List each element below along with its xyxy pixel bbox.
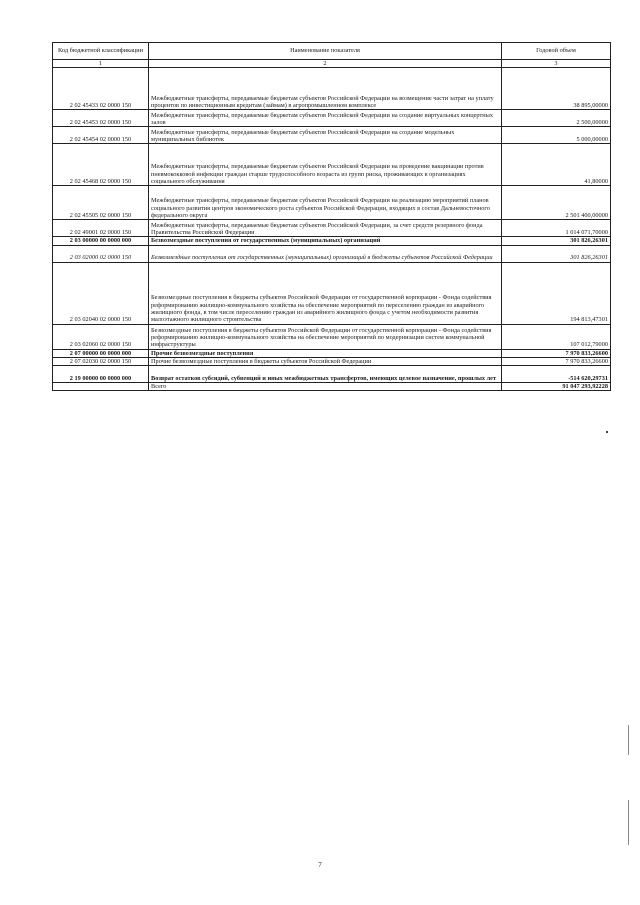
table-row [53, 144, 611, 186]
row-code: 2 03 00000 00 0000 000 [53, 237, 149, 245]
header-number-2: 2 [149, 60, 502, 68]
scan-edge-mark [628, 800, 629, 845]
row-name: Межбюджетные трансферты, передаваемые бюджетам субъектов Российской Федерации на возмещение части затрат на уплату процентов по инвестиционным кредитам (займам) в агропромышленном комплексе [149, 68, 502, 110]
row-name: Межбюджетные трансферты, передаваемые бюджетам субъектов Российской Федерации на проведение вакцинации против пневмококковой инфекции граждан старше трудоспособного возраста из групп риска, проживающих в организациях социального обслуживания [149, 144, 502, 186]
header-name: Наименование показателя [149, 43, 502, 60]
row-code: 2 02 45468 02 0000 150 [53, 144, 149, 186]
scan-edge-mark [628, 725, 629, 755]
table-row [53, 366, 611, 383]
row-name: Безвозмездные поступления от государственных (муниципальных) организаций [149, 237, 502, 245]
row-name: Прочие безвозмездные поступления в бюджеты субъектов Российской Федерации [149, 357, 502, 365]
row-code: 2 07 02030 02 0000 150 [53, 357, 149, 365]
row-code: 2 02 45505 02 0000 150 [53, 186, 149, 220]
row-volume: 2 500,00000 [502, 110, 611, 127]
table-row [53, 357, 611, 365]
row-volume: 41,80000 [502, 144, 611, 186]
header-volume: Годовой объем [502, 43, 611, 60]
row-code [53, 383, 149, 391]
row-code: 2 03 02040 02 0000 150 [53, 262, 149, 324]
table-header-row [53, 43, 611, 60]
row-volume: 107 012,79000 [502, 324, 611, 349]
table-body [53, 68, 611, 391]
table-row [53, 186, 611, 220]
table-row [53, 383, 611, 391]
budget-revenue-table [52, 42, 611, 391]
scan-mark [606, 431, 608, 433]
table-row [53, 349, 611, 357]
row-volume: 194 813,47301 [502, 262, 611, 324]
header-code: Код бюджетной классификации [53, 43, 149, 60]
row-code: 2 02 45433 02 0000 150 [53, 68, 149, 110]
row-code: 2 02 49001 02 0000 150 [53, 220, 149, 237]
row-code: 2 02 45453 02 0000 150 [53, 110, 149, 127]
table-row [53, 68, 611, 110]
row-volume: 301 826,26301 [502, 245, 611, 262]
row-name: Межбюджетные трансферты, передаваемые бюджетам субъектов Российской Федерации на реализацию мероприятий планов социального развития центров экономического роста субъектов Российской Федерации, входящих в состав Дальневосточного федерального округа [149, 186, 502, 220]
row-volume: 91 047 293,92228 [502, 383, 611, 391]
row-volume: 2 501 400,00000 [502, 186, 611, 220]
row-name: Межбюджетные трансферты, передаваемые бюджетам субъектов Российской Федерации на создание модельных муниципальных библиотек [149, 127, 502, 144]
table-row [53, 262, 611, 324]
row-name: Прочие безвозмездные поступления [149, 349, 502, 357]
row-name: Безвозмездные поступления от государственных (муниципальных) организаций в бюджеты субъектов Российской Федерации [149, 245, 502, 262]
row-volume: -514 620,29731 [502, 366, 611, 383]
row-code: 2 19 00000 00 0000 000 [53, 366, 149, 383]
row-name: Безвозмездные поступления в бюджеты субъектов Российской Федерации от государственной корпорации - Фонда содействия реформированию жилищно-коммунального хозяйства на обеспечение мероприятий по переселению граждан из аварийного жилищного фонда, в том числе переселению граждан из аварийного жилищного фонда с учетом необходимости развития малоэтажного жилищного строительства [149, 262, 502, 324]
table-row [53, 220, 611, 237]
row-name: Межбюджетные трансферты, передаваемые бюджетам субъектов Российской Федерации, за счет средств резервного фонда Правительства Российской Федерации [149, 220, 502, 237]
table-row [53, 127, 611, 144]
row-name: Возврат остатков субсидий, субвенций и иных межбюджетных трансфертов, имеющих целевое назначение, прошлых лет [149, 366, 502, 383]
table-row [53, 237, 611, 245]
table-row [53, 245, 611, 262]
header-number-1: 1 [53, 60, 149, 68]
row-volume: 301 826,26301 [502, 237, 611, 245]
table-row [53, 110, 611, 127]
row-name: Всего [149, 383, 502, 391]
table-header-numbers-row [53, 60, 611, 68]
row-code: 2 03 02060 02 0000 150 [53, 324, 149, 349]
page-number: 7 [318, 861, 322, 869]
row-name: Межбюджетные трансферты, передаваемые бюджетам субъектов Российской Федерации на создание виртуальных концертных залов [149, 110, 502, 127]
row-volume: 7 970 833,26600 [502, 349, 611, 357]
row-volume: 5 000,00000 [502, 127, 611, 144]
header-number-3: 3 [502, 60, 611, 68]
row-code: 2 03 02000 02 0000 150 [53, 245, 149, 262]
row-code: 2 07 00000 00 0000 000 [53, 349, 149, 357]
table-row [53, 324, 611, 349]
row-volume: 1 014 071,70000 [502, 220, 611, 237]
row-volume: 7 970 833,26600 [502, 357, 611, 365]
row-code: 2 02 45454 02 0000 150 [53, 127, 149, 144]
row-volume: 38 895,00000 [502, 68, 611, 110]
row-name: Безвозмездные поступления в бюджеты субъектов Российской Федерации от государственной корпорации - Фонда содействия реформированию жилищно-коммунального хозяйства на обеспечение мероприятий по модернизации систем коммунальной инфраструктуры [149, 324, 502, 349]
